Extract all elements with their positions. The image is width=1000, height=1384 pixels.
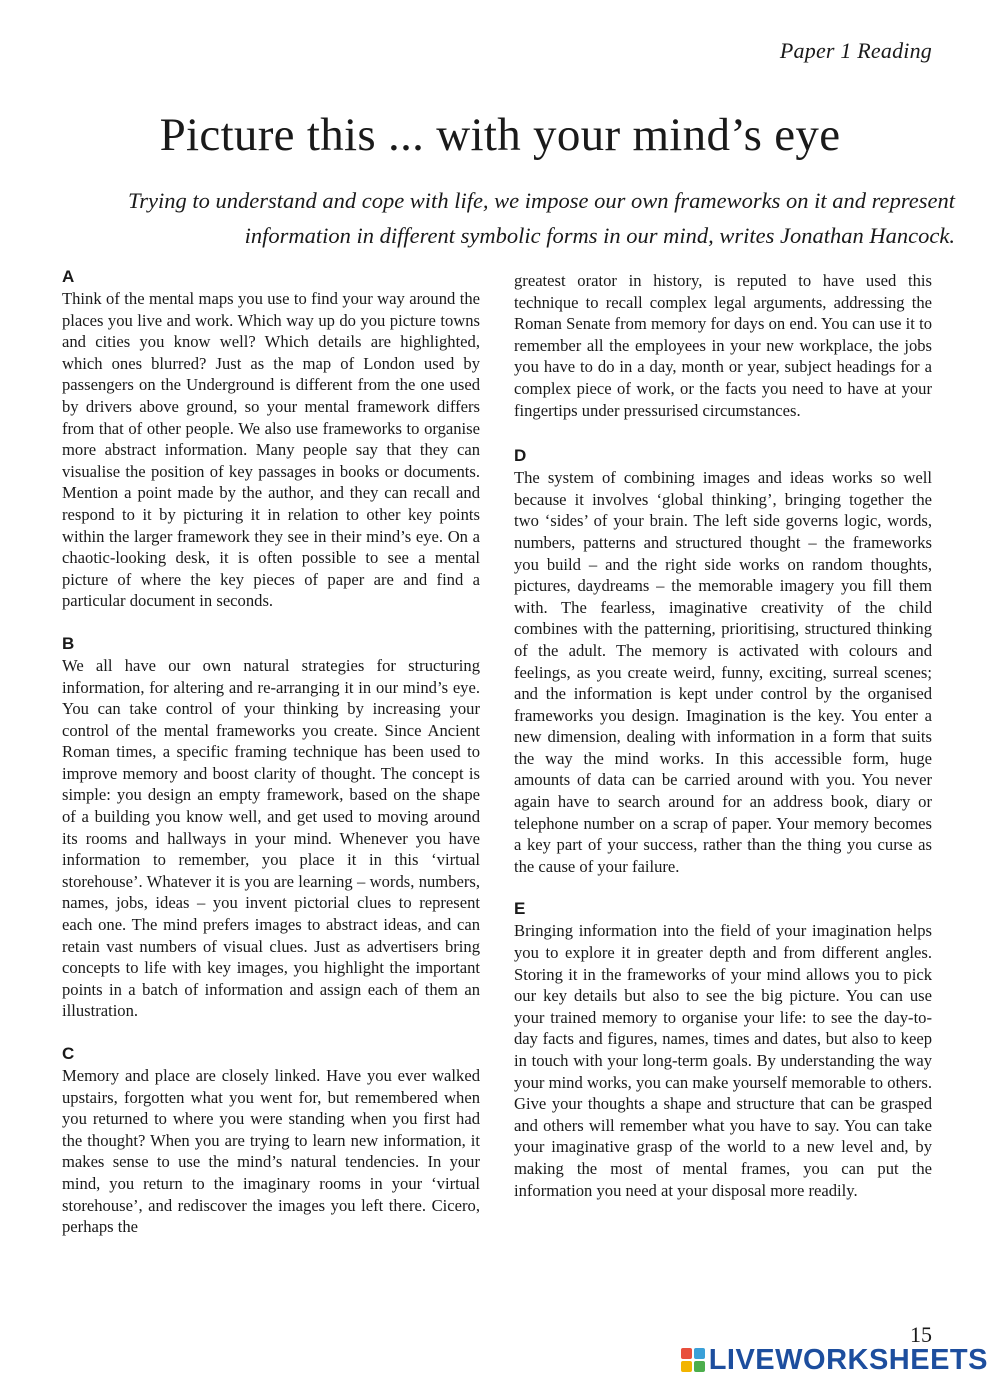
section-text: Memory and place are closely linked. Have you ever walked upstairs, forgotten what you went for, but remembered when you returned to where you were standing when you first had the thought? When you are trying to learn new information, it makes sense to use the mind’s natural tendencies. In your mind, you return to the imaginary rooms in your ‘virtual storehouse’, and rediscover the images you left there. Cicero, perhaps the [62,1066,480,1237]
section-c [62,1043,480,1238]
article-title: Picture this ... with your mind’s eye [159,109,841,161]
logo-square [694,1361,705,1372]
logo-square [694,1348,705,1359]
section-letter: A [62,267,75,286]
running-head: Paper 1 Reading [779,38,932,63]
logo-square [681,1348,692,1359]
section-text: Bringing information into the field of your imagination helps you to explore it in greater depth and from different angles. Storing it in the frameworks of your mind allows you to pick our key details but also to see the big picture. You can use your trained memory to organise your life: to see the day-to-day facts and figures, names, times and dates, but also to keep in touch with your long-term goals. By understanding the way your mind works, you can make yourself memorable to others. Give your thoughts a shape and structure that can be grasped and others will remember what you have to say. You can take your imaginative grasp of the world to a new level and, by making the most of mental frames, you can put the information you need at your disposal more readily. [514,921,932,1200]
section-a [62,266,480,612]
logo-grid-icon [681,1348,705,1372]
section-letter: B [62,633,75,653]
section-letter: C [62,1044,75,1063]
right-column [514,270,932,1222]
liveworksheets-logo[interactable] [681,1343,988,1377]
logo-text: LIVEWORKSHEETS [708,1343,988,1376]
section-text: Think of the mental maps you use to find your way around the places you live and work. Which way up do you picture towns and cities you know well? Which details are highlighted, which ones blurred? Just as the map of London used by passengers on the Underground is different from the one used by drivers above ground, so your mental framework differs from that of other people. We also use frameworks to organise more abstract information. Many people say that they can visualise the position of key passages in books or documents. Mention a point made by the author, and they can recall and respond to it by picturing it in relation to other key points within the larger framework they see in their mind’s eye. On a chaotic-looking desk, it is often possible to see a mental picture of where the key pieces of paper are and find a particular document in seconds. [62,289,480,611]
section-d [514,445,932,877]
left-column [62,266,480,1259]
section-e [514,898,932,1201]
section-text: We all have our own natural strategies for structuring information, for altering and re-arranging it in our mind’s eye. You can take control of your thinking by increasing your control of the mental frameworks you create. Since Ancient Roman times, a specific framing technique has been used to improve memory and boost clarity of thought. The concept is simple: you design an empty framework, based on the shape of a building you know well, and get used to moving around its rooms and hallways in your mind. Whenever you have information to remember, you place it in this ‘virtual storehouse’. Whatever it is you are learning – words, numbers, names, jobs, ideas – you invent pictorial clues to represent each one. The mind prefers images to abstract ideas, and can retain vast numbers of visual clues. Just as advertisers bring concepts to life with key images, you highlight the important points in a batch of information and assign each of them an illustration. [62,655,480,1021]
section-text: The system of combining images and ideas works so well because it involves ‘global thinking’, bringing together the two ‘sides’ of your brain. The left side governs logic, words, numbers, patterns and structured thought – the frameworks you build – and the right side works on random thoughts, pictures, daydreams – the memorable imagery you fill them with. The fearless, imaginative creativity of the child combines with the patterning, prioritising, structured thinking of the adult. The memory is activated with colours and feelings, as you create weird, funny, exciting, surreal scenes; and the information is kept under control by the organised frameworks you design. Imagination is the key. You enter a new dimension, dealing with information in a form that suits the way the mind works. In this accessible form, huge amounts of data can be carried around with you. You never again have to search around for an address book, diary or telephone number on a scrap of paper. Your memory becomes a key part of your success, rather than the thing you curse as the cause of your failure. [514,468,932,876]
section-b [62,633,480,1022]
page-number: 15 [910,1322,932,1347]
logo-square [681,1361,692,1372]
section-c-continuation: greatest orator in history, is reputed to have used this technique to recall complex legal arguments, addressing the Roman Senate from memory for days on end. You can use it to remember all the employees in your new workplace, the jobs you have to do in a day, month or year, subject headings for a complex piece of work, or the facts you need to have at your fingertips under pressurised circumstances. [514,271,932,420]
section-letter: E [514,899,526,919]
article-standfirst: Trying to understand and cope with life, we impose our own frameworks on it and represent information in different symbolic forms in our mind, writes Jonathan Hancock. [127,188,955,248]
section-letter: D [514,446,527,466]
